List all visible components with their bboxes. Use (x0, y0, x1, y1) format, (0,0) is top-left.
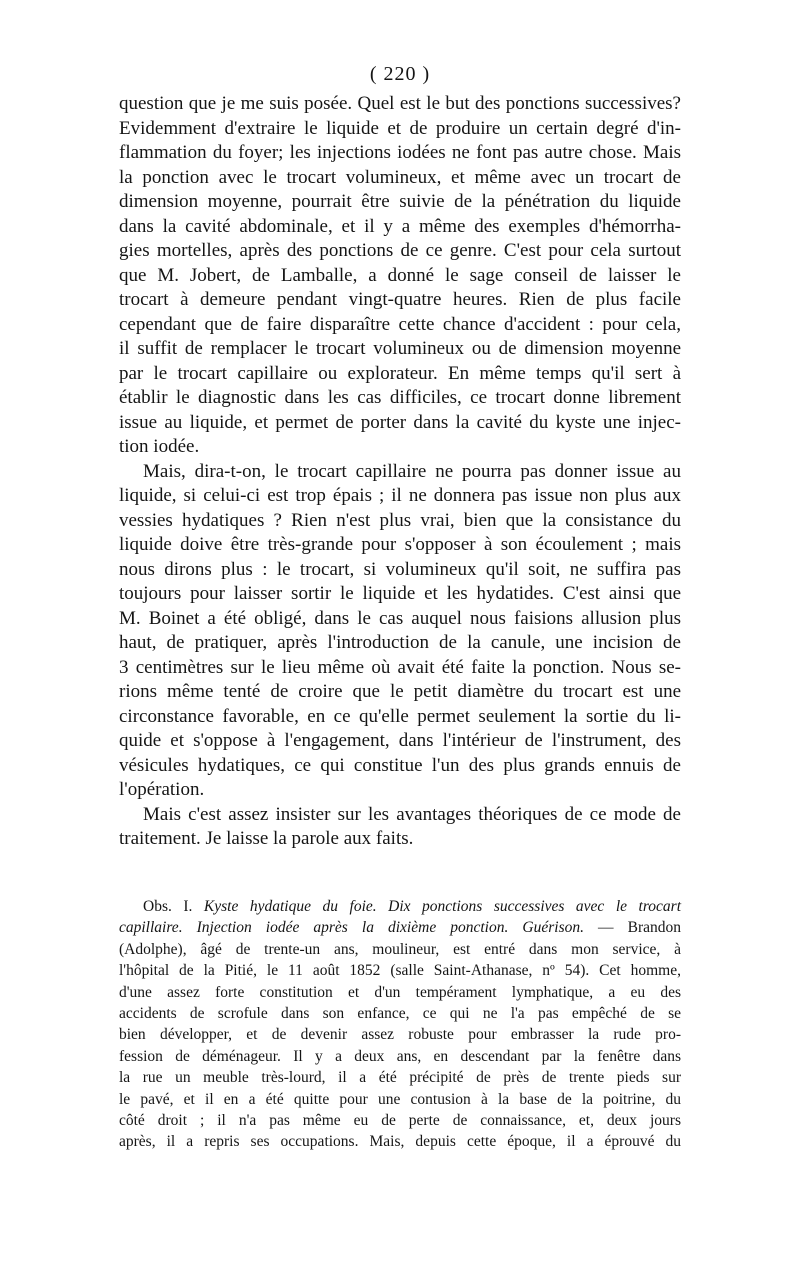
observation-line: la rue un meuble très-lourd, il a été précipité de près de trente pieds sur (119, 1069, 681, 1087)
text-line: haut, de pratiquer, après l'introduction de la canule, une incision de (119, 632, 681, 653)
observation-line: l'hôpital de la Pitié, le 11 août 1852 (salle Saint-Athanase, nº 54). Cet homme, (119, 962, 681, 980)
text-line: M. Boinet a été obligé, dans le cas auquel nous faisions allusion plus (119, 607, 681, 629)
text-line: la ponction avec le trocart volumineux, et même avec un trocart de (119, 166, 681, 188)
text-line: liquide, si celui-ci est trop épais ; il ne donnera pas issue non plus aux (119, 485, 681, 506)
text-line: nous dirons plus : le trocart, si volumineux qu'il soit, ne suffira pas (119, 558, 681, 580)
text-line: dans la cavité abdominale, et il y a même des exemples d'hémorrha- (119, 215, 681, 237)
text-line: issue au liquide, et permet de porter dans la cavité du kyste une injec- (119, 411, 681, 433)
main-text (119, 92, 681, 852)
observation-heading (119, 896, 681, 917)
observation-line: d'une assez forte constitution et d'un tempérament lymphatique, a eu des (119, 983, 681, 1001)
observation-line: fession de déménageur. Il y a deux ans, en descendant par la fenêtre dans (119, 1047, 681, 1065)
text-line: flammation du foyer; les injections iodées ne font pas autre chose. Mais (119, 142, 681, 163)
observation-block (119, 896, 681, 1153)
text-line: dimension moyenne, pourrait être suivie de la pénétration du liquide (119, 191, 681, 212)
observation-line: (Adolphe), âgé de trente-un ans, moulineur, est entré dans mon service, à (119, 940, 681, 958)
observation-title-cont: capillaire. Injection iodée après la dixième ponction. Guérison. (119, 919, 584, 937)
page-number: ( 220 ) (369, 63, 431, 85)
observation-line: après, il a repris ses occupations. Mais, depuis cette époque, il a éprouvé du (119, 1133, 681, 1151)
text-line: vésicules hydatiques, ce qui constitue l'un des plus grands ennuis de (119, 754, 681, 776)
text-line: que M. Jobert, de Lamballe, a donné le sage conseil de laisser le (119, 264, 681, 286)
text-line: tion iodée. (119, 436, 200, 457)
text-line: gies mortelles, après des ponctions de ce genre. C'est pour cela surtout (119, 240, 681, 261)
observation-heading-cont (119, 917, 681, 938)
paragraph-start: Mais, dira-t-on, le trocart capillaire ne pourra pas donner issue au (143, 460, 681, 482)
observation-line: côté droit ; il n'a pas même eu de perte de connaissance, et, deux jours (119, 1111, 681, 1129)
observation-line: bien développer, et de devenir assez robuste pour embrasser la rude pro- (119, 1026, 681, 1044)
text-line: Evidemment d'extraire le liquide et de produire un certain degré d'in- (119, 117, 681, 139)
text-line: trocart à demeure pendant vingt-quatre heures. Rien de plus facile (119, 289, 681, 310)
text-line: circonstance favorable, en ce qu'elle permet seulement la sortie du li- (119, 705, 681, 727)
observation-patient: — Brandon (584, 919, 681, 937)
text-line: par le trocart capillaire ou explorateur. En même temps qu'il sert à (119, 362, 681, 384)
text-line: traitement. Je laisse la parole aux faits. (119, 828, 414, 849)
text-line: question que je me suis posée. Quel est le but des ponctions successives? (119, 93, 681, 114)
observation-label: Obs. I. (143, 898, 193, 915)
paragraph-start: Mais c'est assez insister sur les avantages théoriques de ce mode de (143, 803, 681, 825)
text-line: l'opération. (119, 779, 205, 800)
text-line: cependant que de faire disparaître cette chance d'accident : pour cela, (119, 313, 681, 335)
text-line: rions même tenté de croire que le petit diamètre du trocart est une (119, 681, 681, 702)
text-line: établir le diagnostic dans les cas difficiles, ce trocart donne librement (119, 387, 681, 408)
text-line: liquide doive être très-grande pour s'opposer à son écoulement ; mais (119, 534, 681, 555)
text-line: 3 centimètres sur le lieu même où avait été faite la ponction. Nous se- (119, 656, 681, 678)
observation-line: le pavé, et il en a été quitte pour une contusion à la base de la poitrine, du (119, 1090, 681, 1108)
text-line: toujours pour laisser sortir le liquide et les hydatides. C'est ainsi que (119, 583, 681, 604)
text-line: il suffit de remplacer le trocart volumineux ou de dimension moyenne (119, 338, 681, 359)
observation-title: Kyste hydatique du foie. Dix ponctions successives avec le trocart (203, 898, 682, 915)
text-line: vessies hydatiques ? Rien n'est plus vrai, bien que la consistance du (119, 509, 681, 531)
observation-line: accidents de scrofule dans son enfance, ce qui ne l'a pas empêché de se (119, 1004, 681, 1022)
text-line: quide et s'oppose à l'engagement, dans l'intérieur de l'instrument, des (119, 730, 681, 751)
